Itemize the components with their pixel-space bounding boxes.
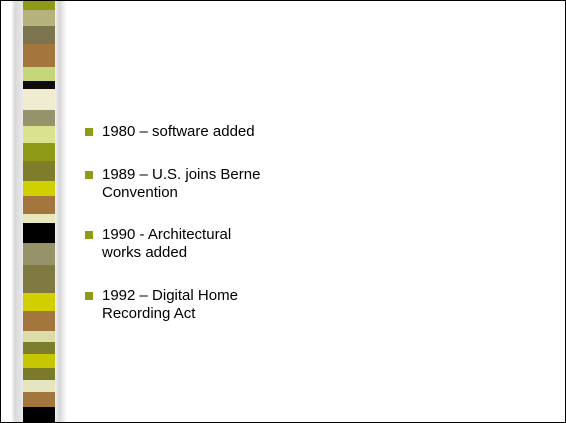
bullet-text: 1992 – Digital Home Recording Act xyxy=(102,287,238,322)
bullet-item-1992 xyxy=(85,287,345,323)
strip-block xyxy=(23,126,55,143)
left-decorative-band xyxy=(1,1,67,422)
strip-block xyxy=(23,407,55,422)
strip-block xyxy=(23,89,55,110)
strip-block xyxy=(23,342,55,354)
strip-block xyxy=(23,110,55,126)
strip-block xyxy=(23,143,55,161)
bullet-item-1989 xyxy=(85,166,345,202)
strip-block xyxy=(23,223,55,243)
strip-block xyxy=(23,380,55,392)
strip-block xyxy=(23,161,55,181)
strip-block xyxy=(23,196,55,214)
square-bullet-icon xyxy=(85,231,93,239)
strip-block xyxy=(23,265,55,293)
bullet-item-1990 xyxy=(85,226,345,262)
strip-block xyxy=(23,293,55,311)
strip-block xyxy=(23,331,55,342)
bullet-list xyxy=(85,123,345,347)
strip-block xyxy=(23,26,55,44)
decorative-color-strip xyxy=(23,1,55,422)
strip-block xyxy=(23,44,55,67)
strip-block xyxy=(23,10,55,26)
strip-block xyxy=(23,311,55,331)
strip-block xyxy=(23,81,55,89)
strip-block xyxy=(23,181,55,196)
strip-block xyxy=(23,67,55,81)
square-bullet-icon xyxy=(85,292,93,300)
square-bullet-icon xyxy=(85,171,93,179)
strip-block xyxy=(23,243,55,265)
strip-block xyxy=(23,1,55,10)
strip-block xyxy=(23,214,55,223)
bullet-item-1980 xyxy=(85,123,345,141)
bullet-text: 1990 - Architectural works added xyxy=(102,226,232,261)
strip-block xyxy=(23,392,55,407)
square-bullet-icon xyxy=(85,128,93,136)
bullet-text: 1980 – software added xyxy=(102,123,255,140)
strip-block xyxy=(23,354,55,368)
strip-block xyxy=(23,368,55,380)
bullet-text: 1989 – U.S. joins Berne Convention xyxy=(102,166,261,201)
